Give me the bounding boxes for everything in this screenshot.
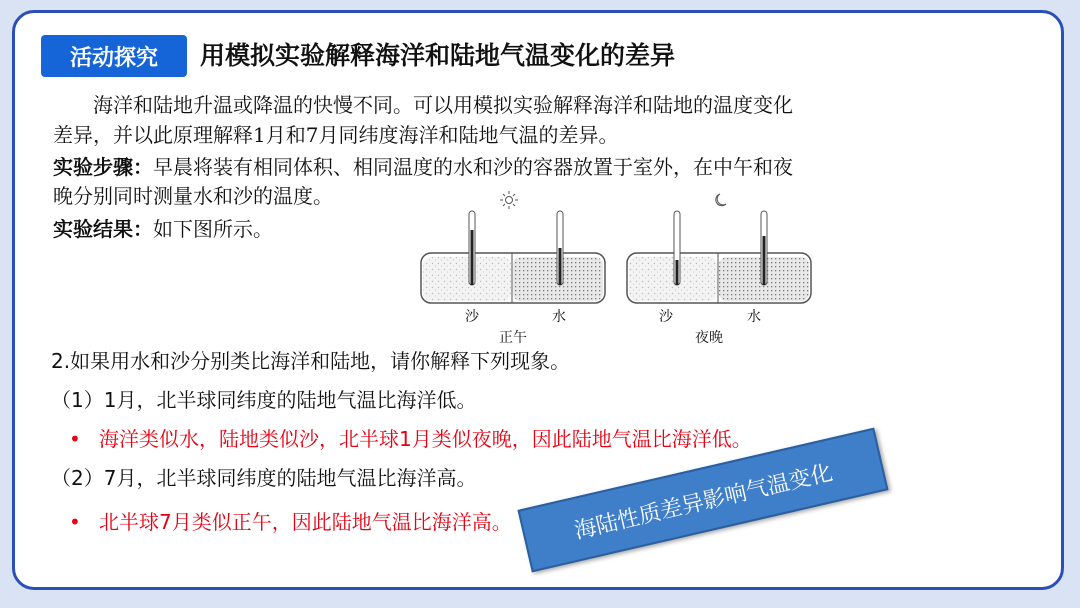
activity-badge: 活动探究 [41, 35, 187, 77]
night-sand-label: 沙 [659, 309, 673, 325]
bullet-2: • [69, 510, 81, 534]
intro-line-2: 差异，并以此原理解释1月和7月同纬度海洋和陆地气温的差异。 [53, 123, 619, 147]
bullet-1: • [69, 427, 81, 451]
noon-water-label: 水 [552, 309, 566, 325]
summary-stamp: 海陆性质差异影响气温变化 [517, 428, 888, 573]
steps-label: 实验步骤： [53, 155, 153, 179]
steps-text-1: 早晨将装有相同体积、相同温度的水和沙的容器放置于室外，在中午和夜 [153, 155, 793, 179]
question-sub-1: （1）1月，北半球同纬度的陆地气温比海洋低。 [51, 388, 477, 412]
moon-icon [716, 194, 726, 206]
answer-1: 海洋类似水，陆地类似沙，北半球1月类似夜晚，因此陆地气温比海洋低。 [99, 427, 752, 451]
question-sub-2: （2）7月，北半球同纬度的陆地气温比海洋高。 [51, 466, 477, 490]
steps-text-2: 晚分别同时测量水和沙的温度。 [53, 184, 333, 208]
night-setup [627, 194, 811, 346]
result-label: 实验结果： [53, 217, 153, 241]
experiment-figure [395, 178, 825, 353]
night-water-label: 水 [747, 309, 761, 325]
noon-caption: 正午 [499, 330, 527, 346]
intro-line-1: 海洋和陆地升温或降温的快慢不同。可以用模拟实验解释海洋和陆地的温度变化 [93, 93, 793, 117]
question-main: 2.如果用水和沙分别类比海洋和陆地，请你解释下列现象。 [51, 349, 571, 373]
sun-icon [500, 191, 518, 209]
noon-sand-label: 沙 [465, 309, 479, 325]
slide-card [12, 10, 1064, 590]
result-text: 如下图所示。 [153, 217, 273, 241]
page-title: 用模拟实验解释海洋和陆地气温变化的差异 [200, 41, 676, 70]
night-caption: 夜晚 [695, 330, 723, 346]
answer-2: 北半球7月类似正午，因此陆地气温比海洋高。 [99, 510, 512, 534]
noon-setup [421, 191, 605, 346]
